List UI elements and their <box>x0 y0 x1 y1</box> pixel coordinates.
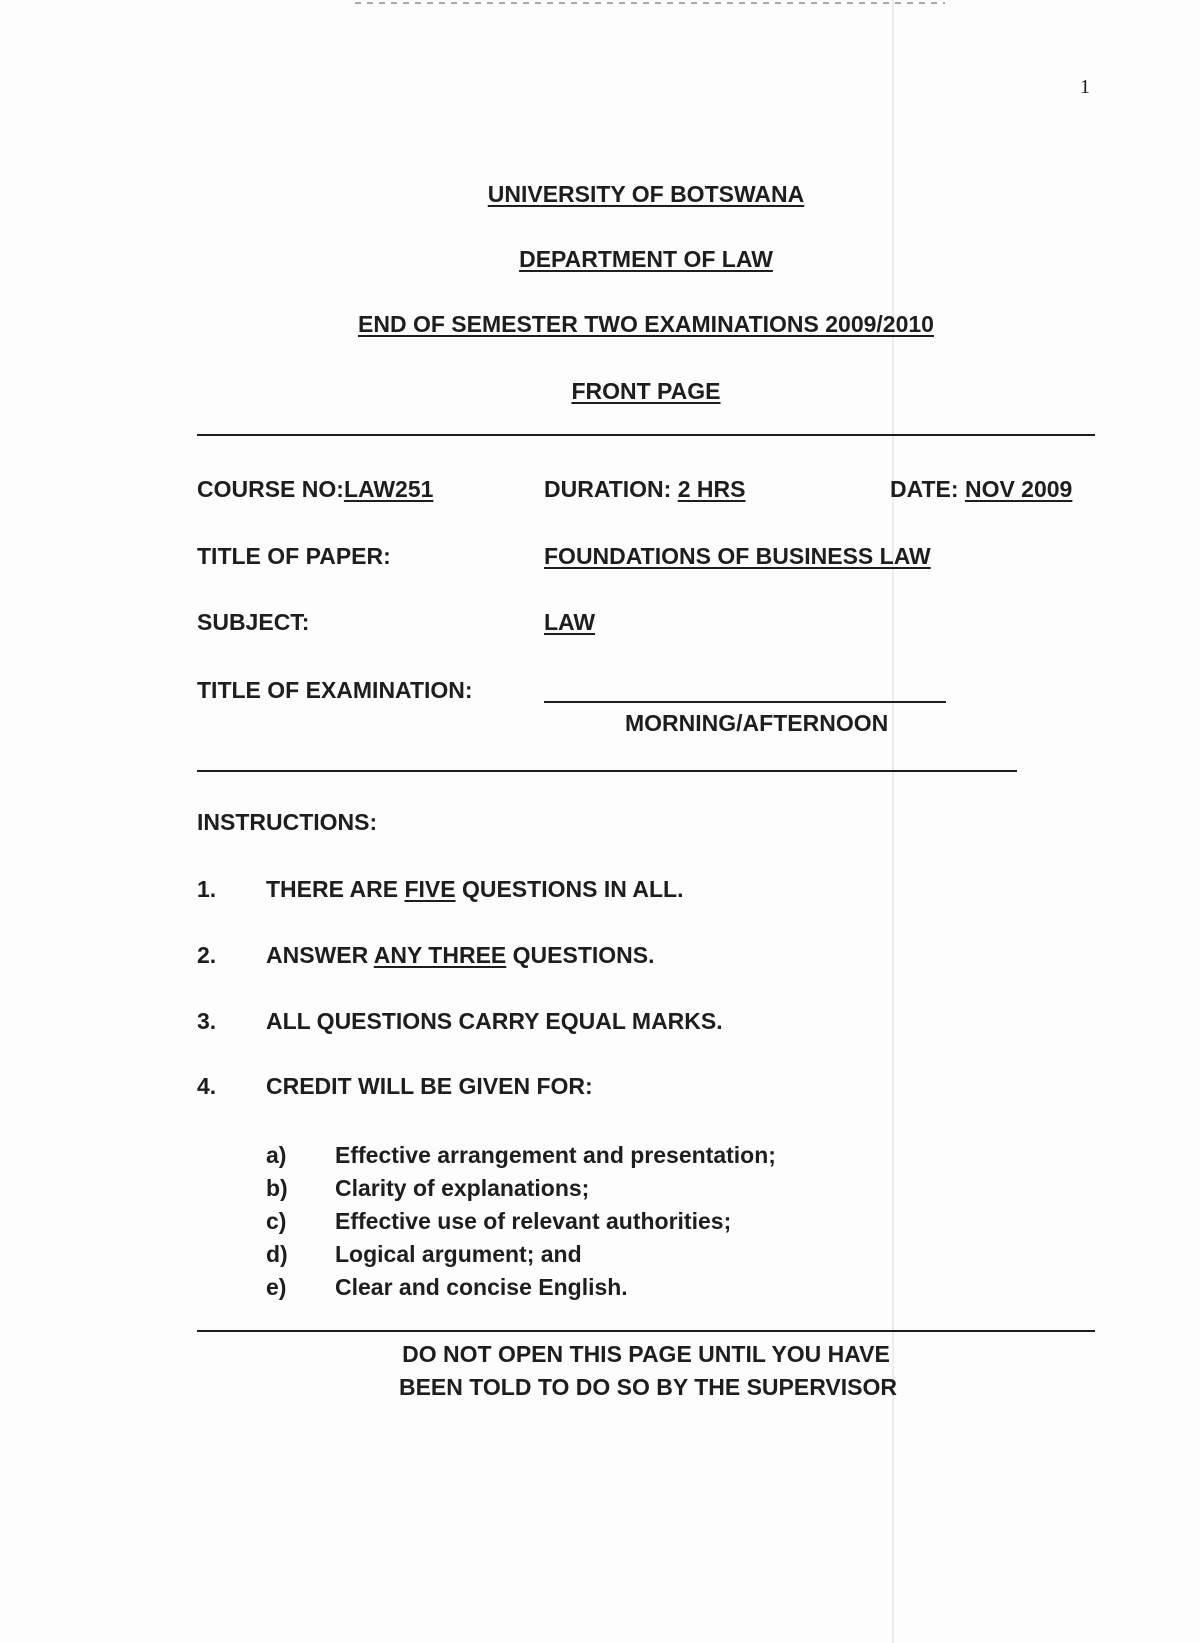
instruction-2 <box>266 942 655 969</box>
divider-bottom <box>197 1330 1095 1332</box>
instruction-number: 3. <box>197 1008 217 1034</box>
course-number <box>197 476 433 503</box>
subject-value: LAW <box>544 609 596 635</box>
instruction-number: 1. <box>197 876 217 902</box>
front-page-heading: FRONT PAGE <box>571 378 721 404</box>
duration-value: 2 HRS <box>677 476 746 502</box>
footer-warning-line-2: BEEN TOLD TO DO SO BY THE SUPERVISOR <box>398 1374 897 1400</box>
credit-letter: d) <box>266 1241 288 1267</box>
instruction-number: 2. <box>197 942 217 968</box>
university-heading: UNIVERSITY OF BOTSWANA <box>487 181 805 207</box>
title-value: FOUNDATIONS OF BUSINESS LAW <box>544 543 931 569</box>
instruction-1-text-end: QUESTIONS IN ALL. <box>455 876 684 902</box>
divider-middle <box>197 770 1017 772</box>
scan-artifact-top <box>355 2 945 4</box>
title-label: TITLE OF PAPER: <box>197 543 391 569</box>
credit-letter: b) <box>266 1175 288 1201</box>
credit-item: Effective arrangement and presentation; <box>335 1142 776 1168</box>
instruction-2-text-end: QUESTIONS. <box>506 942 655 968</box>
credit-letter: a) <box>266 1142 287 1168</box>
instruction-1-text: THERE ARE <box>266 876 405 902</box>
credit-item: Effective use of relevant authorities; <box>335 1208 732 1234</box>
duration-label: DURATION: <box>544 476 678 502</box>
date-label: DATE: <box>890 476 965 502</box>
instruction-1-emphasis: FIVE <box>404 876 456 902</box>
instructions-heading: INSTRUCTIONS: <box>197 809 378 835</box>
credit-item: Clear and concise English. <box>335 1274 628 1300</box>
page-number: 1 <box>1080 76 1090 98</box>
instruction-number: 4. <box>197 1073 217 1099</box>
course-label: COURSE NO: <box>197 476 344 502</box>
credit-item: Clarity of explanations; <box>335 1175 590 1201</box>
exam-heading: END OF SEMESTER TWO EXAMINATIONS 2009/2010 <box>358 311 934 337</box>
session-label: MORNING/AFTERNOON <box>625 710 889 736</box>
divider-top <box>197 434 1095 436</box>
credit-letter: c) <box>266 1208 287 1234</box>
instruction-1 <box>266 876 683 903</box>
credit-letter: e) <box>266 1274 287 1300</box>
subject-label: SUBJECT: <box>197 609 310 635</box>
instruction-4: CREDIT WILL BE GIVEN FOR: <box>266 1073 593 1099</box>
instruction-2-text: ANSWER <box>266 942 374 968</box>
course-value: LAW251 <box>343 476 434 502</box>
credit-item: Logical argument; and <box>335 1241 582 1267</box>
exam-title-label: TITLE OF EXAMINATION: <box>197 677 473 703</box>
exam-date <box>890 476 1072 503</box>
duration <box>544 476 745 503</box>
department-heading: DEPARTMENT OF LAW <box>519 246 773 272</box>
date-value: NOV 2009 <box>964 476 1073 502</box>
instruction-2-emphasis: ANY THREE <box>373 942 507 968</box>
exam-title-blank-line <box>544 701 946 703</box>
instruction-3: ALL QUESTIONS CARRY EQUAL MARKS. <box>266 1008 723 1034</box>
footer-warning-line-1: DO NOT OPEN THIS PAGE UNTIL YOU HAVE <box>402 1341 890 1367</box>
